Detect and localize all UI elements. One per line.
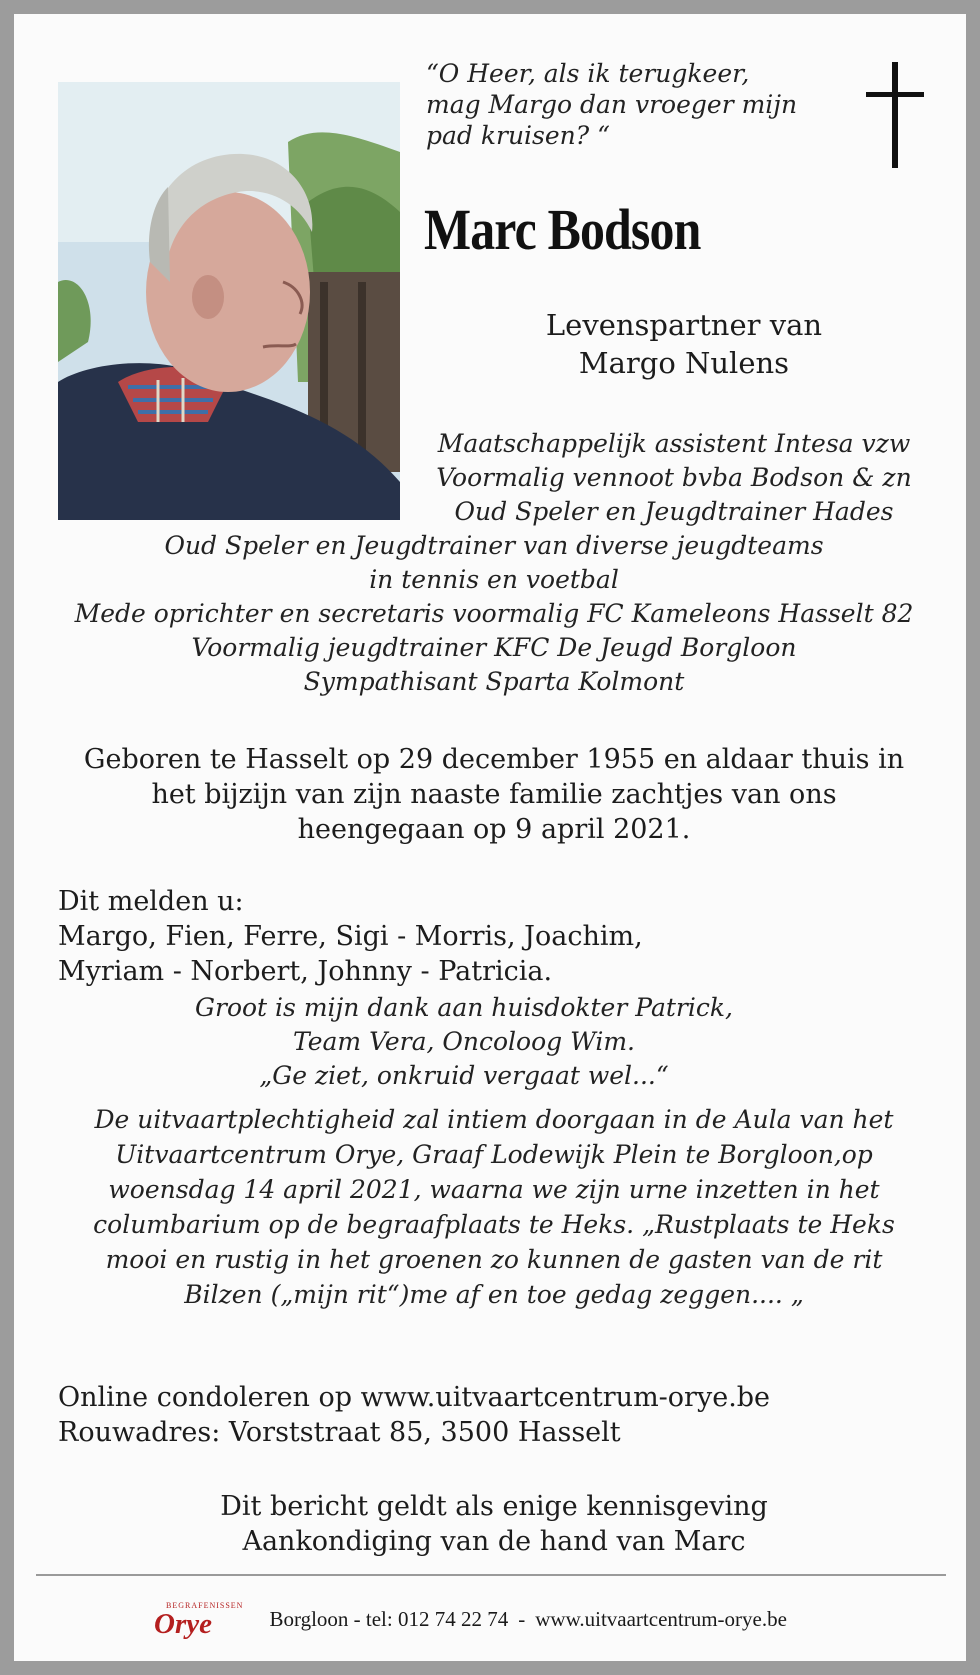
address-line: Rouwadres: Vorststraat 85, 3500 Hasselt xyxy=(58,1417,621,1448)
contact-paragraph xyxy=(58,1380,938,1450)
footer-website[interactable]: www.uitvaartcentrum-orye.be xyxy=(535,1606,787,1631)
thanks-paragraph: Groot is mijn dank aan huisdokter Patrick, Team Vera, Oncoloog Wim. „Ge ziet, onkruid vergaat wel...“ xyxy=(195,993,733,1090)
condolence-line: Online condoleren op www.uitvaartcentrum-orye.be xyxy=(58,1382,771,1413)
footer-separator: - xyxy=(518,1606,526,1631)
footer xyxy=(154,1599,787,1639)
footer-divider xyxy=(36,1574,946,1576)
roles-list-lower: Oud Speler en Jeugdtrainer van diverse jeugdteams in tennis en voetbal Mede oprichter en secretaris voormalig FC Kameleons Hasselt 82 Voormalig jeugdtrainer KFC De Jeugd Borgloon Sympathisant Sparta Kolmont xyxy=(74,531,914,696)
birth-death-paragraph: Geboren te Hasselt op 29 december 1955 en aldaar thuis in het bijzijn van zijn naaste familie zachtjes van ons heengegaan op 9 april 2021. xyxy=(83,744,905,845)
notice-paragraph: Dit bericht geldt als enige kennisgeving Aankondiging van de hand van Marc xyxy=(220,1491,768,1557)
footer-phone: Borgloon - tel: 012 74 22 74 xyxy=(269,1606,509,1631)
funeral-paragraph: De uitvaartplechtigheid zal intiem doorgaan in de Aula van het Uitvaartcentrum Orye, Graaf Lodewijk Plein te Borgloon,op woensdag 14 april 2021, waarna we zijn urne inzetten in het columbarium op de begraafplaats te Heks. „Rustplaats te Heks mooi en rustig in het groenen zo kunnen de gasten van de rit Bilzen („mijn rit“)me af en toe gedag zeggen.... „ xyxy=(93,1105,895,1309)
family-paragraph: Dit melden u: Margo, Fien, Ferre, Sigi - Morris, Joachim, Myriam - Norbert, Johnny - Patricia. xyxy=(58,886,643,987)
cross-icon xyxy=(866,62,926,168)
portrait-photo xyxy=(58,82,400,520)
partner-line: Levenspartner van Margo Nulens xyxy=(545,308,823,380)
opening-quote: “O Heer, als ik terugkeer, mag Margo dan vroeger mijn pad kruisen? “ xyxy=(426,59,798,150)
orye-logo: BEGRAFENISSEN Orye xyxy=(154,1600,244,1640)
roles-list-upper: Maatschappelijk assistent Intesa vzw Voormalig vennoot bvba Bodson & zn Oud Speler en Jeugdtrainer Hades xyxy=(436,429,912,526)
deceased-name: Marc Bodson xyxy=(424,197,701,262)
obituary-card xyxy=(14,14,966,1661)
